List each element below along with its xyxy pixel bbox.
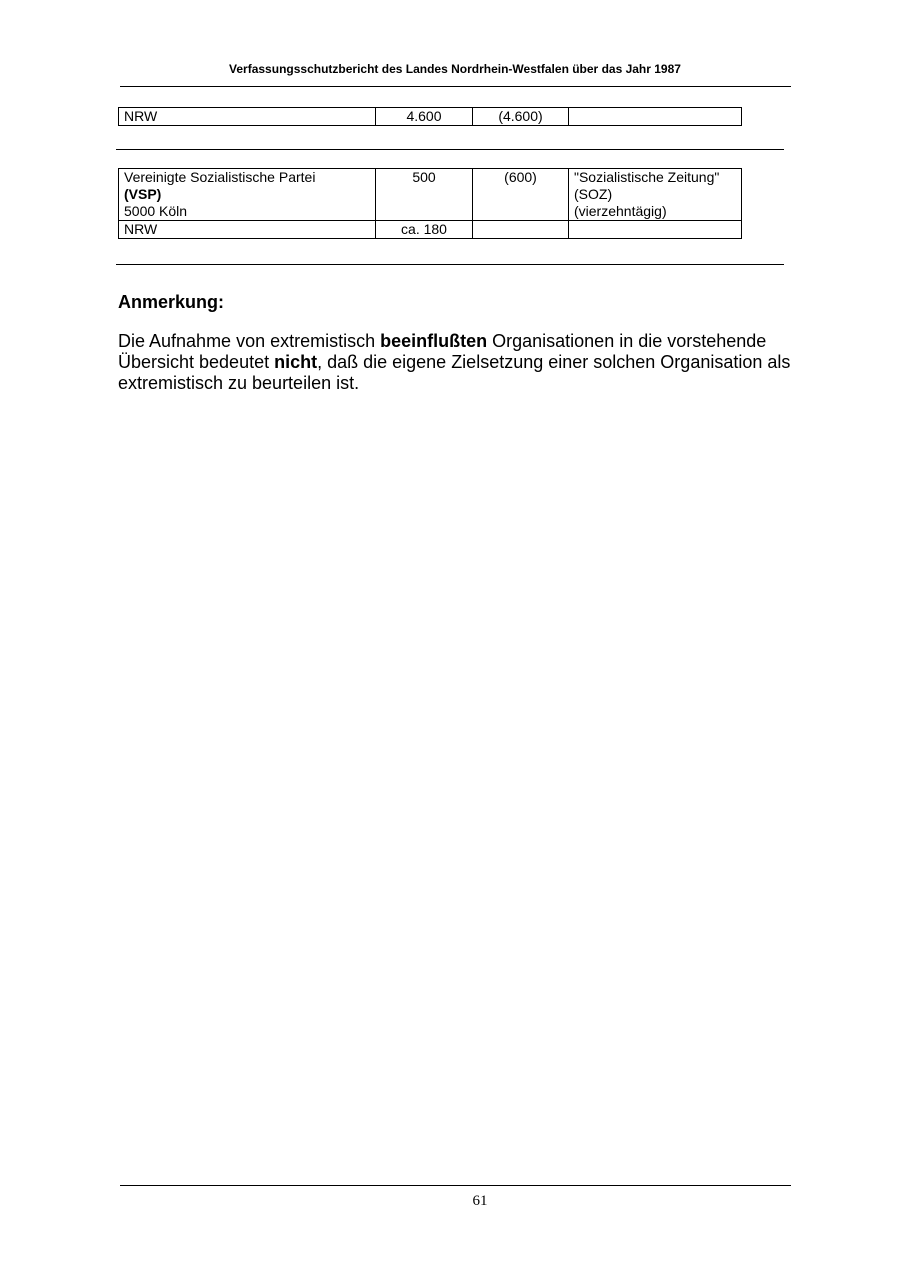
header-rule xyxy=(120,86,791,87)
publication-cell xyxy=(569,169,742,221)
members-cell: 4.600 xyxy=(376,108,473,126)
publication-abbreviation: (SOZ) xyxy=(574,186,613,202)
page-header-title: Verfassungsschutzbericht des Landes Nordrhein-Westfalen über das Jahr 1987 xyxy=(229,62,681,76)
note-emphasis: beeinflußten xyxy=(380,331,488,351)
publication-frequency: (vierzehntägig) xyxy=(574,203,667,219)
org-name: Vereinigte Sozialistische Partei xyxy=(124,169,316,185)
table-row xyxy=(119,108,742,126)
note-text-part: Die Aufnahme von extremistisch xyxy=(118,331,381,351)
members-cell: ca. 180 xyxy=(376,221,473,239)
org-name-cell: NRW xyxy=(119,221,376,239)
note-heading: Anmerkung: xyxy=(118,292,225,312)
org-name-cell: NRW xyxy=(119,108,376,126)
members-cell: 500 xyxy=(376,169,473,221)
org-abbreviation: (VSP) xyxy=(124,186,162,202)
org-name-cell xyxy=(119,169,376,221)
table-row xyxy=(119,169,742,221)
section-divider xyxy=(116,149,784,150)
note-paragraph xyxy=(118,331,798,394)
page-number: 61 xyxy=(472,1193,488,1209)
table-row xyxy=(119,221,742,239)
publication-cell xyxy=(569,108,742,126)
footer-rule xyxy=(120,1185,791,1186)
membership-table-2 xyxy=(118,168,742,239)
membership-table-1 xyxy=(118,107,742,126)
org-city: 5000 Köln xyxy=(124,203,188,219)
members-prev-cell xyxy=(473,221,569,239)
members-prev-cell: (4.600) xyxy=(473,108,569,126)
note-text-part: Organisationen in die vorstehende Übersicht bedeutet xyxy=(118,331,767,372)
note-emphasis: nicht xyxy=(274,352,318,372)
note-text-part: , daß die eigene Zielsetzung einer solchen Organisation als extremistisch zu beurteilen ist. xyxy=(118,352,791,393)
publication-cell xyxy=(569,221,742,239)
publication-title: "Sozialistische Zeitung" xyxy=(574,169,720,185)
members-prev-cell: (600) xyxy=(473,169,569,221)
section-divider xyxy=(116,264,784,265)
